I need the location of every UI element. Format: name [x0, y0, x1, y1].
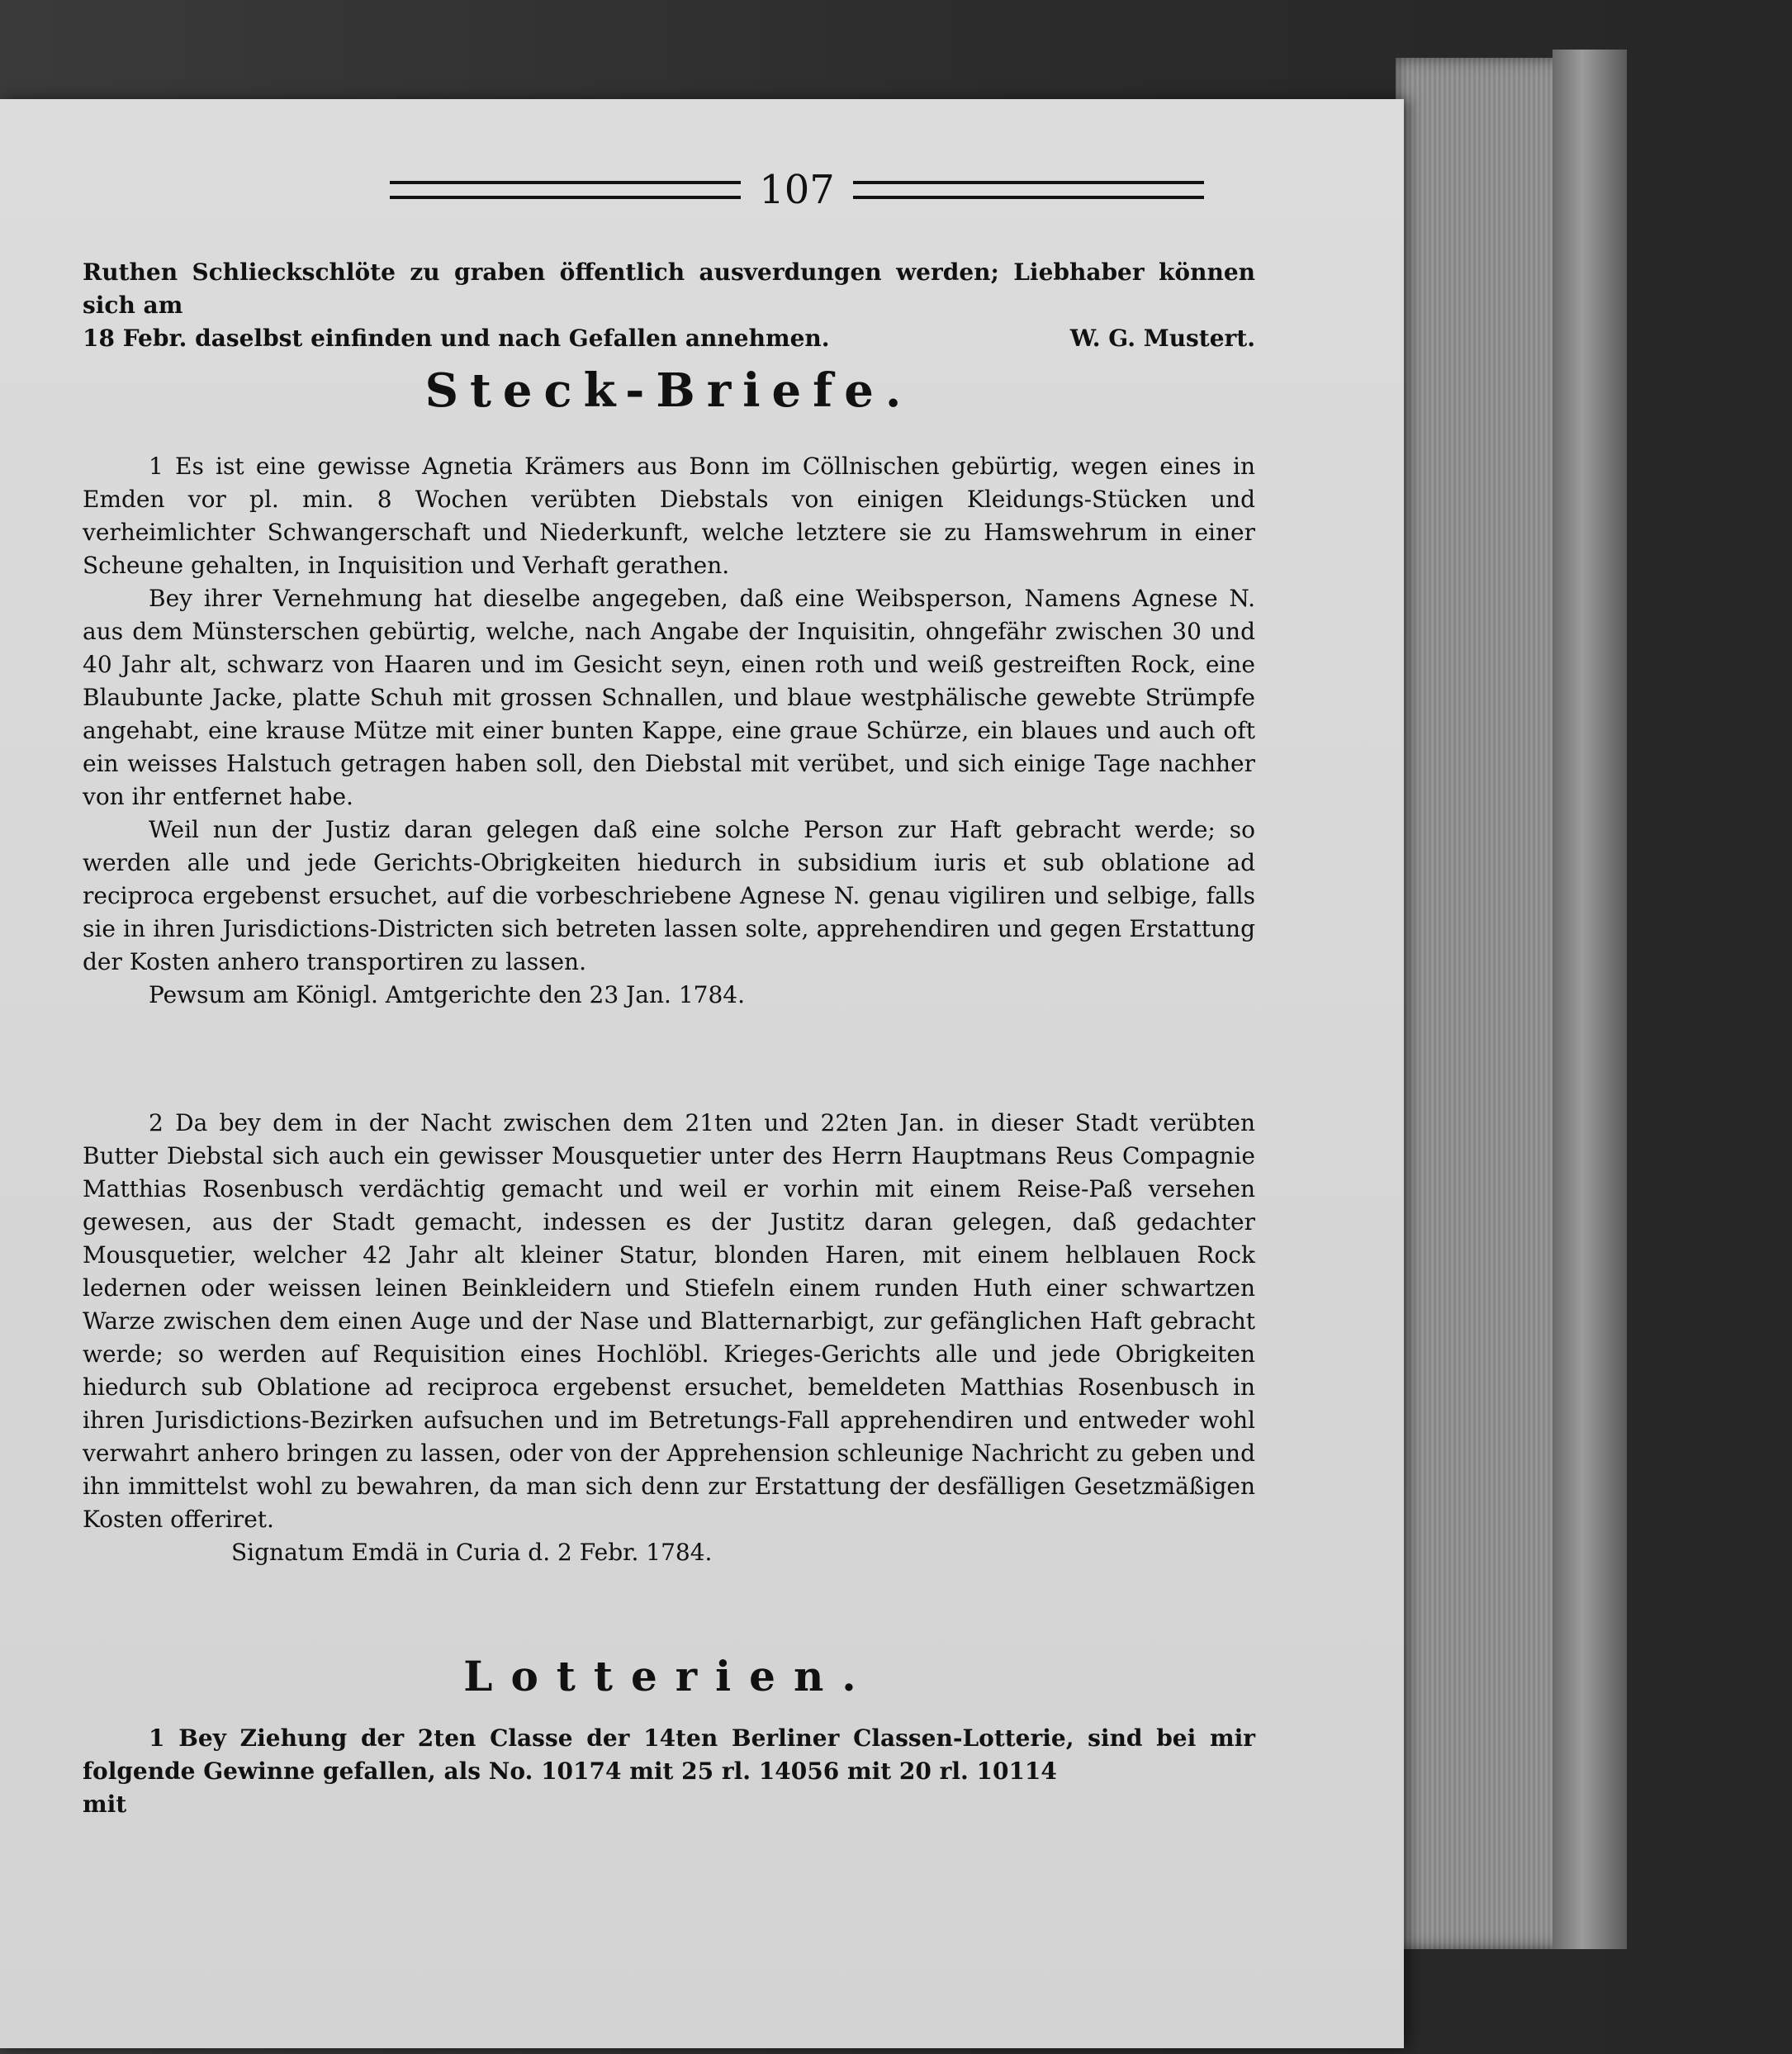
item2-signature: Signatum Emdä in Curia d. 2 Febr. 1784.: [231, 1539, 713, 1566]
lottery-block: [83, 1722, 1255, 1821]
section-heading-lotterien: Lotterien.: [463, 1652, 875, 1701]
page-number: 107: [759, 167, 835, 213]
page-header: [372, 165, 1222, 215]
item1-paragraph-1: 1 Es ist eine gewisse Agnetia Krämers aus Bonn im Cöllnischen gebürtig, wegen eines in Emden vor pl. min. 8 Wochen verübten Diebstals von einigen Kleidungs-Stücken und verheimlichter Schwangerschaft und Niederkunft, welche letztere sie zu Hamswehrum in einer Scheune gehalten, in Inquisition und Verhaft gerathen.: [83, 453, 1255, 579]
intro-block: [83, 256, 1255, 355]
intro-line-1: Ruthen Schlieckschlöte zu graben öffentlich ausverdungen werden; Liebhaber können sich am: [83, 259, 1255, 319]
book-cover-edge: [1553, 50, 1627, 1949]
item1-paragraph-3: Weil nun der Justiz daran gelegen daß eine solche Person zur Haft gebracht werde; so werden alle und jede Gerichts-Obrigkeiten hiedurch in subsidium iuris et sub oblatione ad reciproca ergebenst ersuchet, auf die vorbeschriebene Agnese N. genau vigiliren und selbige, falls sie in ihren Jurisdictions-Districten sich betreten lassen solte, apprehendiren und gegen Erstattung der Kosten anhero transportiren zu lassen.: [83, 816, 1255, 975]
lottery-paragraph: 1 Bey Ziehung der 2ten Classe der 14ten Berliner Classen-Lotterie, sind bei mir folgende Gewinne gefallen, als No. 10174 mit 25 rl. 14056 mit 20 rl. 10114: [83, 1724, 1255, 1785]
item2-paragraph-1: 2 Da bey dem in der Nacht zwischen dem 21ten und 22ten Jan. in dieser Stadt verübten Butter Diebstal sich auch ein gewisser Mousquetier unter des Herrn Hauptmans Reus Compagnie Matthias Rosenbusch verdächtig gemacht und weil er vorhin mit einem Reise-Paß versehen gewesen, aus der Stadt gemacht, indessen es der Justitz daran gelegen, daß gedachter Mousquetier, welcher 42 Jahr alt kleiner Statur, blonden Haren, mit einem helblauen Rock ledernen oder weissen leinen Beinkleidern und Stiefeln einem runden Huth einer schwartzen Warze zwischen dem einen Auge und der Nase und Blatternarbigt, zur gefänglichen Haft gebracht werde; so werden auf Requisition eines Hochlöbl. Krieges-Gerichts alle und jede Obrigkeiten hiedurch sub Oblatione ad reciproca ergebenst ersuchet, bemeldeten Matthias Rosenbusch in ihren Jurisdictions-Bezirken aufsuchen und im Betretungs-Fall apprehendiren und entweder wohl verwahrt anhero bringen zu lassen, oder von der Apprehension schleunige Nachricht zu geben und ihn immittelst wohl zu bewahren, da man sich denn zur Erstattung der desfälligen Gesetzmäßigen Kosten offeriret.: [83, 1109, 1255, 1533]
steckbrief-item-1: [83, 450, 1255, 1012]
steckbrief-item-2: [83, 1107, 1255, 1569]
header-rule-left: [390, 181, 741, 199]
section-heading-steckbriefe: Steck-Briefe.: [424, 363, 913, 418]
item1-paragraph-2: Bey ihrer Vernehmung hat dieselbe angegeben, daß eine Weibsperson, Namens Agnese N. aus dem Münsterschen gebürtig, welche, nach Angabe der Inquisitin, ohngefähr zwischen 30 und 40 Jahr alt, schwarz von Haaren und im Gesicht seyn, einen roth und weiß gestreiften Rock, eine Blaubunte Jacke, platte Schuh mit grossen Schnallen, und blaue westphälische gewebte Strümpfe angehabt, eine krause Mütze mit einer bunten Kappe, eine graue Schürze, ein blaues und auch oft ein weisses Halstuch getragen haben soll, den Diebstal mit verübet, und sich einige Tage nachher von ihr entfernet habe.: [83, 585, 1255, 810]
header-rule-right: [853, 181, 1204, 199]
catchword: mit: [83, 1791, 127, 1818]
intro-line-2-left: 18 Febr. daselbst einfinden und nach Gefallen annehmen.: [83, 325, 830, 352]
intro-line-2: [83, 322, 1255, 355]
intro-signature: W. G. Mustert.: [1069, 325, 1255, 352]
item1-signature: Pewsum am Königl. Amtgerichte den 23 Jan. 1784.: [149, 981, 745, 1008]
